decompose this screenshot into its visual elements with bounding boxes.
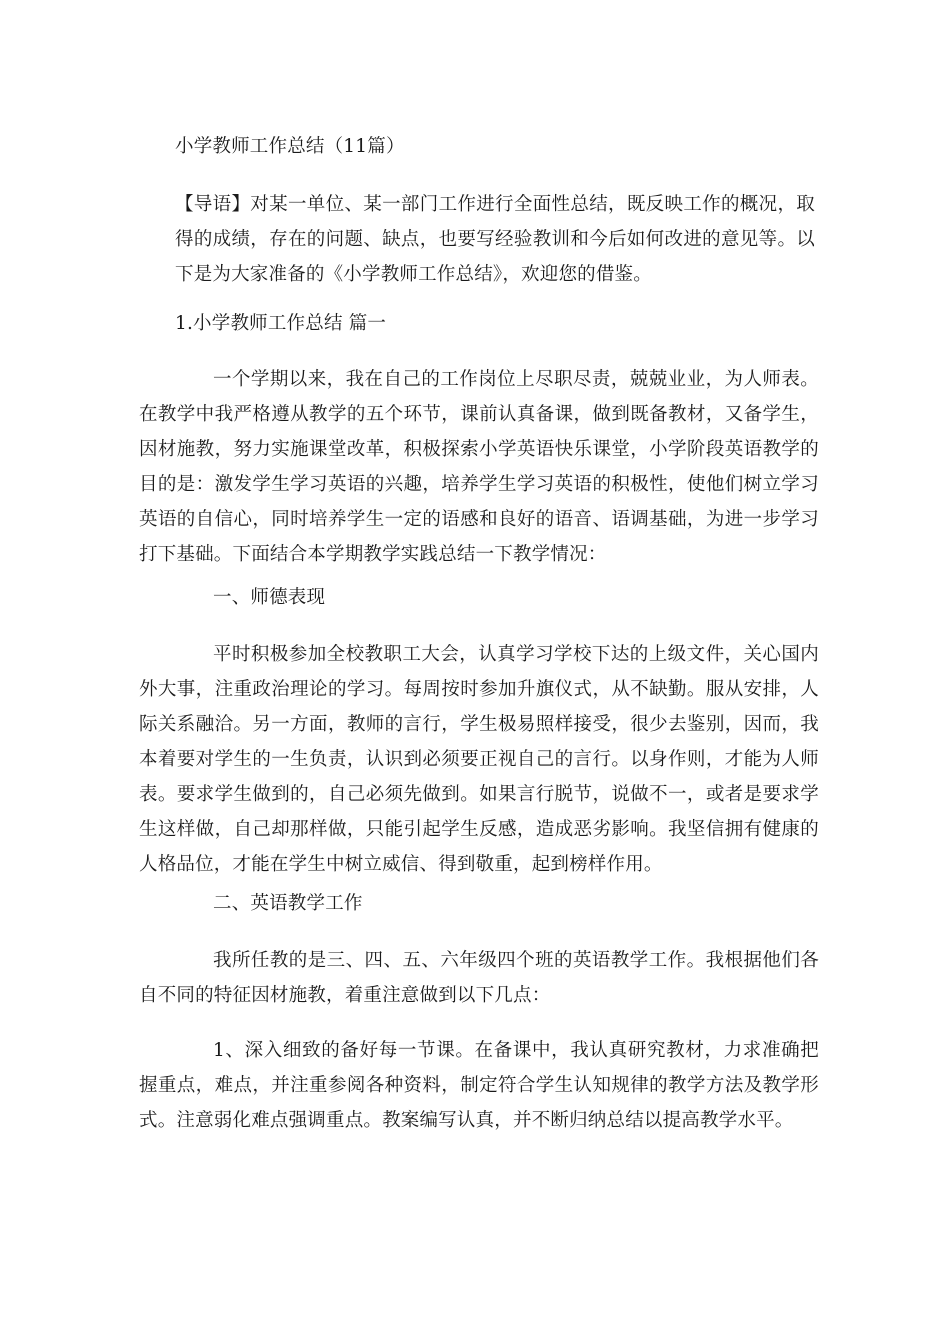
document-title: 小学教师工作总结（11篇） — [175, 136, 405, 157]
paragraph-overview: 一个学期以来，我在自己的工作岗位上尽职尽责，兢兢业业，为人师表。在教学中我严格遵从教学的五个环节，课前认真备课，做到既备教材，又备学生，因材施教，努力实施课堂改革，积极探索小学英语快乐课堂，小学阶段英语教学的目的是：激发学生学习英语的兴趣，培养学生学习英语的积极性，使他们树立学习英语的自信心，同时培养学生一定的语感和良好的语音、语调基础，为进一步学习打下基础。下面结合本学期教学实践总结一下教学情况： — [139, 369, 819, 565]
article-heading: 1.小学教师工作总结 篇一 — [175, 313, 387, 334]
intro-paragraph: 【导语】对某一单位、某一部门工作进行全面性总结，既反映工作的概况，取得的成绩，存在的问题、缺点，也要写经验教训和今后如何改进的意见等。以下是为大家准备的《小学教师工作总结》，欢迎您的借鉴。 — [175, 194, 815, 285]
section-heading-english-teaching: 二、英语教学工作 — [213, 893, 363, 914]
paragraph-teaching-intro: 我所任教的是三、四、五、六年级四个班的英语教学工作。我根据他们各自不同的特征因材施教，着重注意做到以下几点： — [139, 950, 819, 1006]
section-heading-ethics: 一、师德表现 — [213, 587, 326, 608]
paragraph-lesson-prep: 1、深入细致的备好每一节课。在备课中，我认真研究教材，力求准确把握重点，难点，并注重参阅各种资料，制定符合学生认知规律的教学方法及教学形式。注意弱化难点强调重点。教案编写认真，并不断归纳总结以提高教学水平。 — [139, 1040, 819, 1131]
paragraph-ethics: 平时积极参加全校教职工大会，认真学习学校下达的上级文件，关心国内外大事，注重政治理论的学习。每周按时参加升旗仪式，从不缺勤。服从安排，人际关系融洽。另一方面，教师的言行，学生极易照样接受，很少去鉴别，因而，我本着要对学生的一生负责，认识到必须要正视自己的言行。以身作则，才能为人师表。要求学生做到的，自己必须先做到。如果言行脱节，说做不一，或者是要求学生这样做，自己却那样做，只能引起学生反感，造成恶劣影响。我坚信拥有健康的人格品位，才能在学生中树立威信、得到敬重，起到榜样作用。 — [139, 644, 819, 875]
